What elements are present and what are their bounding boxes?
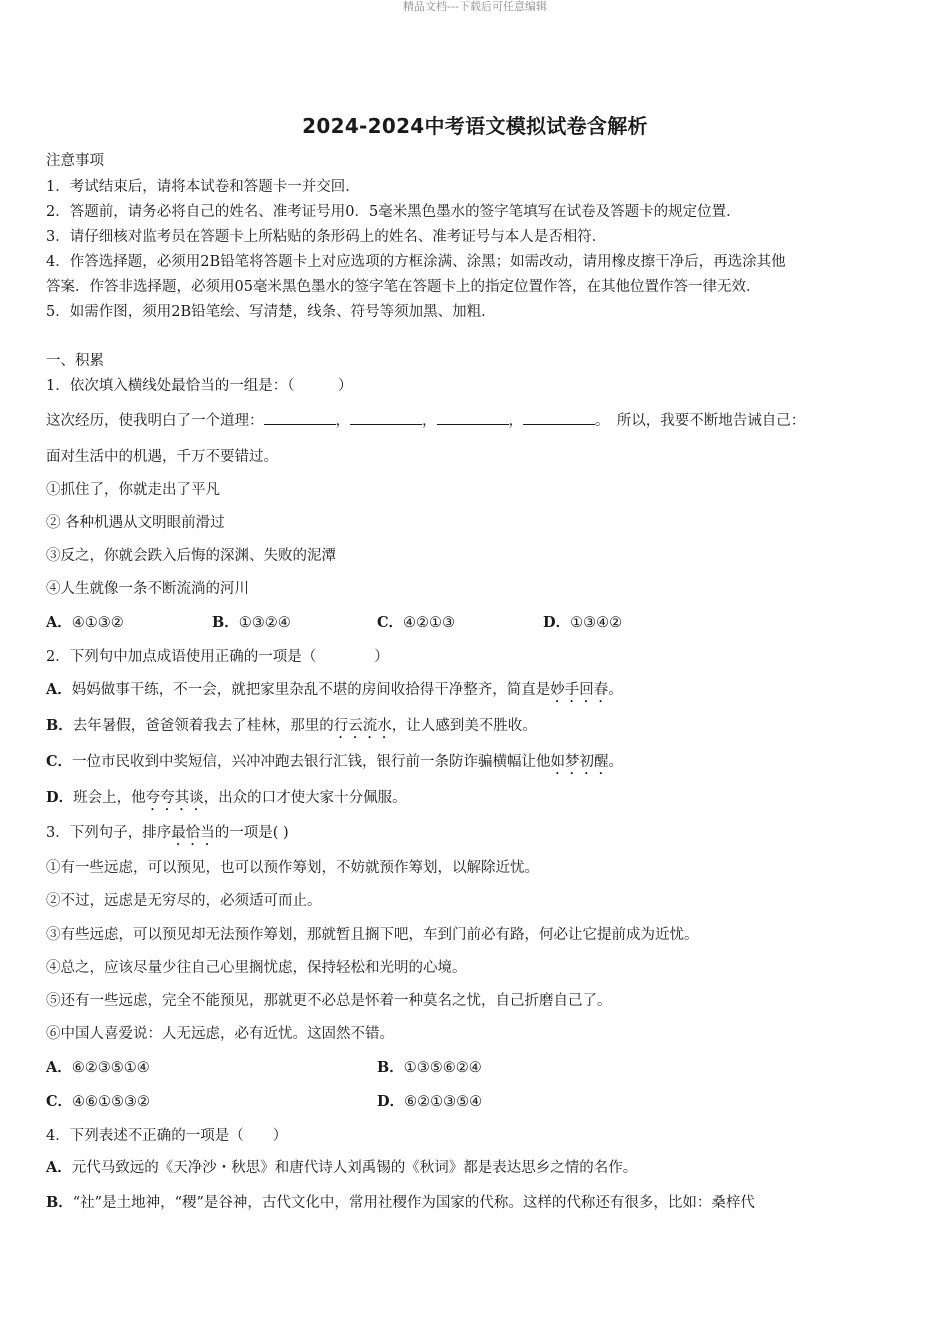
question-2-option-a[interactable]: A．妈妈做事干练，不一会，就把家里杂乱不堪的房间收拾得干净整齐，简直是妙手回春。: [46, 681, 623, 698]
separator: ，: [335, 413, 350, 429]
question-1-stem: 1．依次填入横线处最恰当的一组是：（ ）: [46, 378, 353, 394]
notice-item: 5．如需作图，须用2B铅笔绘、写清楚，线条、符号等须加黑、加粗．: [46, 304, 496, 320]
question-4-option-b[interactable]: B．“社”是土地神，“稷”是谷神，古代文化中，常用社稷作为国家的代称。这样的代称还有很多，比如：桑梓代: [46, 1194, 755, 1211]
question-3-item: ③有些远虑，可以预见却无法预作筹划，那就暂且搁下吧，车到门前必有路，何必让它提前成为近忧。: [46, 927, 699, 943]
question-3-option-c[interactable]: C．④⑥①⑤③②: [46, 1093, 151, 1110]
question-1-sentence: [46, 410, 805, 431]
notice-item: 4．作答选择题，必须用2B铅笔将答题卡上对应选项的方框涂满、涂黑；如需改动，请用橡皮擦干净后，再选涂其他: [46, 254, 786, 270]
question-1-item: ③反之，你就会跌入后悔的深渊、失败的泥潭: [46, 548, 336, 564]
question-3-item: ⑤还有一些远虑，完全不能预见，那就更不必总是怀着一种莫名之忧，自己折磨自己了。: [46, 993, 612, 1009]
separator: ，: [508, 413, 523, 429]
emphasized-idiom: 行云流水: [333, 718, 392, 734]
fill-blank-2[interactable]: [350, 410, 422, 425]
question-4-option-a[interactable]: A．元代马致远的《天净沙・秋思》和唐代诗人刘禹锡的《秋词》都是表达思乡之情的名作。: [46, 1159, 638, 1176]
question-1-item: ①抓住了，你就走出了平凡: [46, 482, 220, 498]
notice-item: 2．答题前，请务必将自己的姓名、准考证号用0．5毫米黑色墨水的签字笔填写在试卷及答题卡的规定位置．: [46, 204, 741, 220]
question-2-option-d[interactable]: D．班会上，他夸夸其谈，出众的口才使大家十分佩服。: [46, 789, 407, 806]
fill-blank-1[interactable]: [264, 410, 336, 425]
question-3-option-a[interactable]: A．⑥②③⑤①④: [46, 1059, 150, 1076]
separator: ，: [422, 413, 437, 429]
question-1-option-b[interactable]: B．①③②④: [212, 614, 291, 631]
notice-item: 3．请仔细核对监考员在答题卡上所粘贴的条形码上的姓名、准考证号与本人是否相符．: [46, 229, 607, 245]
question-3-item: ④总之，应该尽量少往自己心里搁忧虑，保持轻松和光明的心境。: [46, 960, 467, 976]
header-watermark: 精品文档---下载后可任意编辑: [403, 0, 547, 13]
emphasized-idiom: 如梦初醒: [550, 754, 609, 770]
question-4-stem: 4．下列表述不正确的一项是（ ）: [46, 1128, 288, 1144]
emphasized-idiom: 夸夸其谈: [145, 790, 204, 806]
section-heading: 一、积累: [46, 353, 104, 369]
sentence-end: 。 所以，我要不断地告诫自己：: [595, 413, 806, 429]
notice-item: 1．考试结束后，请将本试卷和答题卡一并交回．: [46, 179, 360, 195]
question-1-item: ④人生就像一条不断流淌的河川: [46, 581, 249, 597]
sentence-start: 这次经历，使我明白了一个道理：: [46, 413, 264, 429]
notice-item: 答案．作答非选择题，必须用05毫米黑色墨水的签字笔在答题卡上的指定位置作答，在其他位置作答一律无效．: [46, 279, 761, 295]
question-2-option-b[interactable]: B．去年暑假，爸爸领着我去了桂林，那里的行云流水，让人感到美不胜收。: [46, 717, 537, 734]
question-3-option-b[interactable]: B．①③⑤⑥②④: [377, 1059, 482, 1076]
page-title: 2024-2024中考语文模拟试卷含解析: [302, 114, 648, 138]
question-2-option-c[interactable]: C．一位市民收到中奖短信，兴冲冲跑去银行汇钱，银行前一条防诈骗横幅让他如梦初醒。: [46, 753, 624, 770]
emphasized-idiom: 妙手回春: [550, 682, 609, 698]
notice-heading: 注意事项: [46, 153, 104, 169]
question-2-stem: 2．下列句中加点成语使用正确的一项是（ ）: [46, 649, 389, 665]
question-3-option-d[interactable]: D．⑥②①③⑤④: [377, 1093, 483, 1110]
question-3-item: ⑥中国人喜爱说：人无远虑，必有近忧。这固然不错。: [46, 1026, 394, 1042]
fill-blank-3[interactable]: [437, 410, 509, 425]
question-1-line2: 面对生活中的机遇，千万不要错过。: [46, 449, 278, 465]
question-1-item: ② 各种机遇从文明眼前滑过: [46, 515, 225, 531]
fill-blank-4[interactable]: [523, 410, 595, 425]
question-1-option-a[interactable]: A．④①③②: [46, 614, 124, 631]
question-1-option-d[interactable]: D．①③④②: [543, 614, 623, 631]
question-1-option-c[interactable]: C．④②①③: [377, 614, 456, 631]
emphasized-word: 最恰当: [171, 825, 215, 841]
question-3-item: ①有一些远虑，可以预见，也可以预作筹划，不妨就预作筹划，以解除近忧。: [46, 860, 539, 876]
question-3-stem: 3．下列句子，排序最恰当的一项是( ): [46, 825, 289, 841]
question-3-item: ②不过，远虑是无穷尽的，必须适可而止。: [46, 893, 322, 909]
